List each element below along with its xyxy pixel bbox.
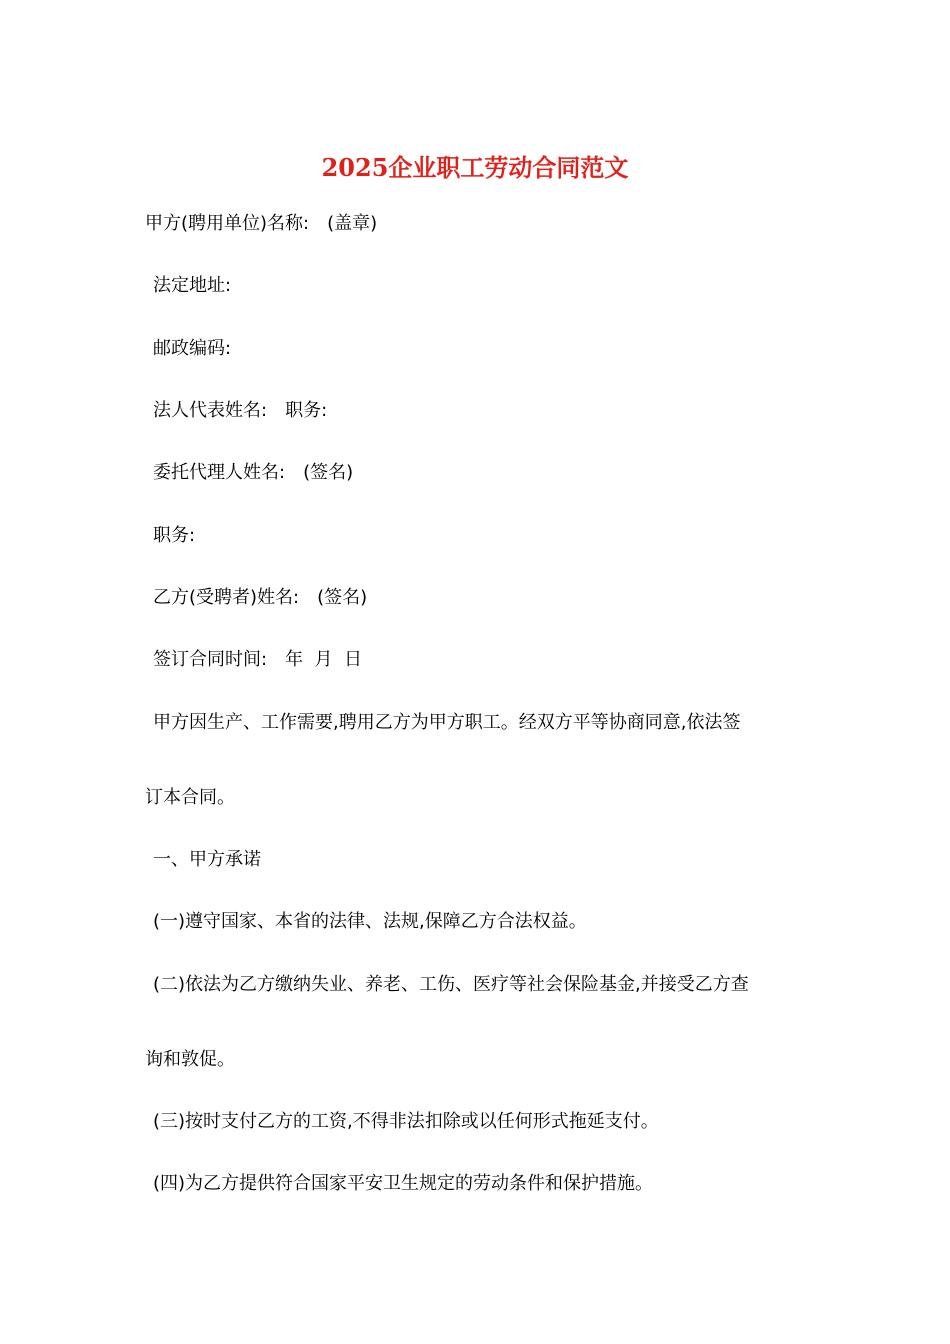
section-heading-party-a-commitments: 一、甲方承诺 [153,849,261,870]
position-line: 职务: [153,525,196,546]
legal-representative-line: 法人代表姓名: 职务: [153,400,328,421]
preamble-line-1: 甲方因生产、工作需要,聘用乙方为甲方职工。经双方平等协商同意,依法签 [153,712,741,733]
legal-address-line: 法定地址: [153,275,232,296]
postal-code-line: 邮政编码: [153,338,232,359]
authorized-agent-line: 委托代理人姓名: (签名) [153,462,354,483]
document-title: 2025企业职工劳动合同范文 [321,153,629,182]
clause-2-line-2: 询和敦促。 [145,1049,235,1070]
signing-date-line: 签订合同时间: 年 月 日 [153,649,362,670]
clause-3: (三)按时支付乙方的工资,不得非法扣除或以任何形式拖延支付。 [153,1111,659,1132]
party-a-name-line: 甲方(聘用单位)名称: (盖章) [145,213,378,234]
preamble-line-2: 订本合同。 [145,787,235,808]
party-b-name-line: 乙方(受聘者)姓名: (签名) [153,587,368,608]
clause-2-line-1: (二)依法为乙方缴纳失业、养老、工伤、医疗等社会保险基金,并接受乙方查 [153,974,749,995]
clause-4: (四)为乙方提供符合国家平安卫生规定的劳动条件和保护措施。 [153,1173,654,1194]
clause-1: (一)遵守国家、本省的法律、法规,保障乙方合法权益。 [153,911,587,932]
